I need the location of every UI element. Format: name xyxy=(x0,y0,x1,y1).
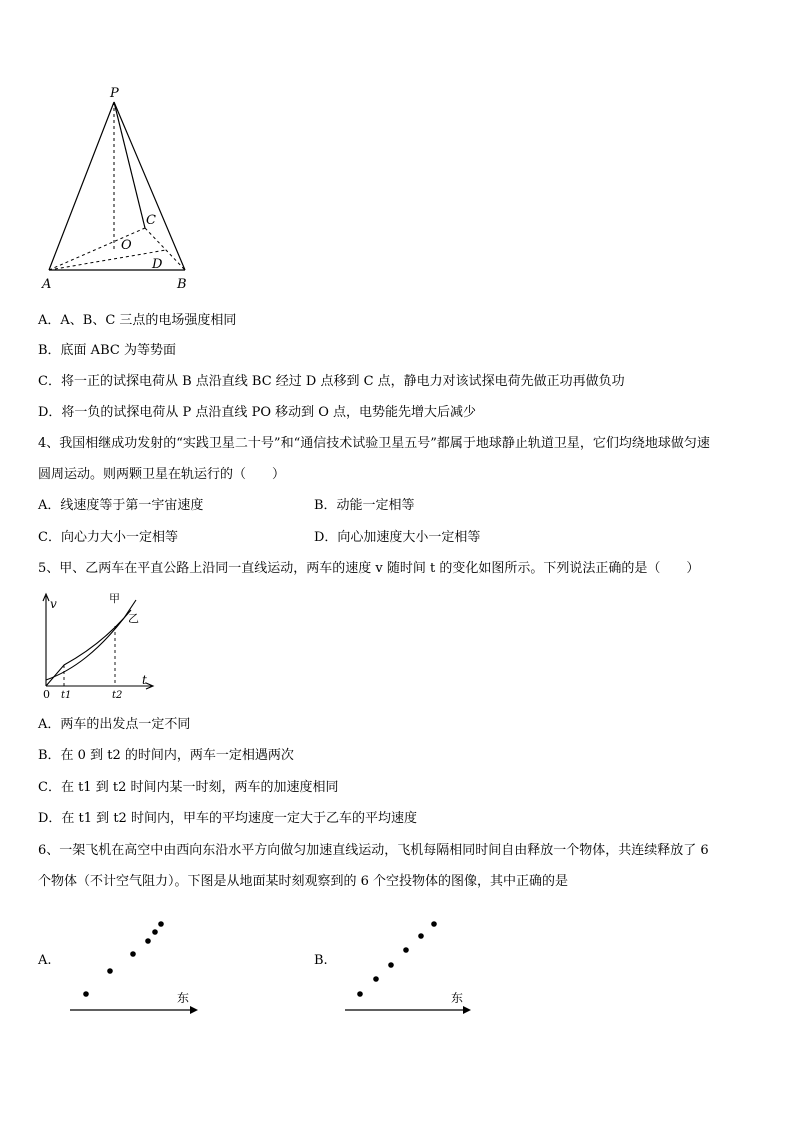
q3-option-b: B．底面 ABC 为等势面 xyxy=(38,343,176,358)
label-d: D xyxy=(152,257,163,272)
graph-t1-label: t1 xyxy=(61,690,72,701)
q4-option-b: B．动能一定相等 xyxy=(314,498,415,513)
label-p: P xyxy=(110,86,119,101)
q5-option-a: A．两车的出发点一定不同 xyxy=(38,717,191,732)
label-c: C xyxy=(146,213,156,228)
graph-x-label: t xyxy=(142,673,147,687)
graph-t2-label: t2 xyxy=(112,690,123,701)
q4-option-c: C．向心力大小一定相等 xyxy=(38,530,178,545)
q6-choice-b-label: B. xyxy=(314,953,328,968)
q6-figure-b xyxy=(335,910,475,1020)
q3-option-a: A．A、B、C 三点的电场强度相同 xyxy=(38,313,237,328)
q3-option-c: C．将一正的试探电荷从 B 点沿直线 BC 经过 D 点移到 C 点，静电力对该试探电荷先做正功再做负功 xyxy=(38,374,625,389)
q6-stem-line2: 个物体（不计空气阻力）。下图是从地面某时刻观察到的 6 个空投物体的图像，其中正确的是 xyxy=(38,874,569,889)
q3-option-d: D．将一负的试探电荷从 P 点沿直线 PO 移动到 O 点，电势能先增大后减少 xyxy=(38,405,477,420)
graph-yi-label: 乙 xyxy=(128,612,139,625)
graph-jia-label: 甲 xyxy=(109,592,120,605)
q4-stem-line2: 圆周运动。则两颗卫星在轨运行的（ ） xyxy=(38,467,286,482)
label-o: O xyxy=(121,238,132,253)
graph-origin-label: 0 xyxy=(43,688,50,701)
q6-a-east-label: 东 xyxy=(177,991,190,1005)
q4-option-a: A．线速度等于第一宇宙速度 xyxy=(38,498,204,513)
drop-points-b xyxy=(357,921,437,997)
label-b: B xyxy=(177,277,187,292)
graph-y-label: v xyxy=(50,597,57,611)
q5-option-b: B．在 0 到 t2 的时间内，两车一定相遇两次 xyxy=(38,748,294,763)
label-a: A xyxy=(42,277,52,292)
q5-option-d: D．在 t1 到 t2 时间内，甲车的平均速度一定大于乙车的平均速度 xyxy=(38,811,417,826)
drop-points-a xyxy=(83,921,164,997)
q5-option-c: C．在 t1 到 t2 时间内某一时刻，两车的加速度相同 xyxy=(38,780,339,795)
q6-choice-a-label: A. xyxy=(38,953,52,968)
q6-stem-line1: 6、一架飞机在高空中由西向东沿水平方向做匀加速直线运动，飞机每隔相同时间自由释放一个物体，共连续释放了 6 xyxy=(38,843,709,858)
vt-graph xyxy=(34,588,164,703)
q4-stem-line1: 4、我国相继成功发射的“实践卫星二十号”和“通信技术试验卫星五号”都属于地球静止轨道卫星，它们均绕地球做匀速 xyxy=(38,436,710,451)
q6-b-east-label: 东 xyxy=(451,991,464,1005)
q4-option-d: D．向心加速度大小一定相等 xyxy=(314,530,481,545)
q6-figure-a xyxy=(60,910,200,1020)
q5-stem: 5、甲、乙两车在平直公路上沿同一直线运动，两车的速度 v 随时间 t 的变化如图所示。下列说法正确的是（ ） xyxy=(38,561,700,576)
pyramid-figure xyxy=(30,80,210,295)
